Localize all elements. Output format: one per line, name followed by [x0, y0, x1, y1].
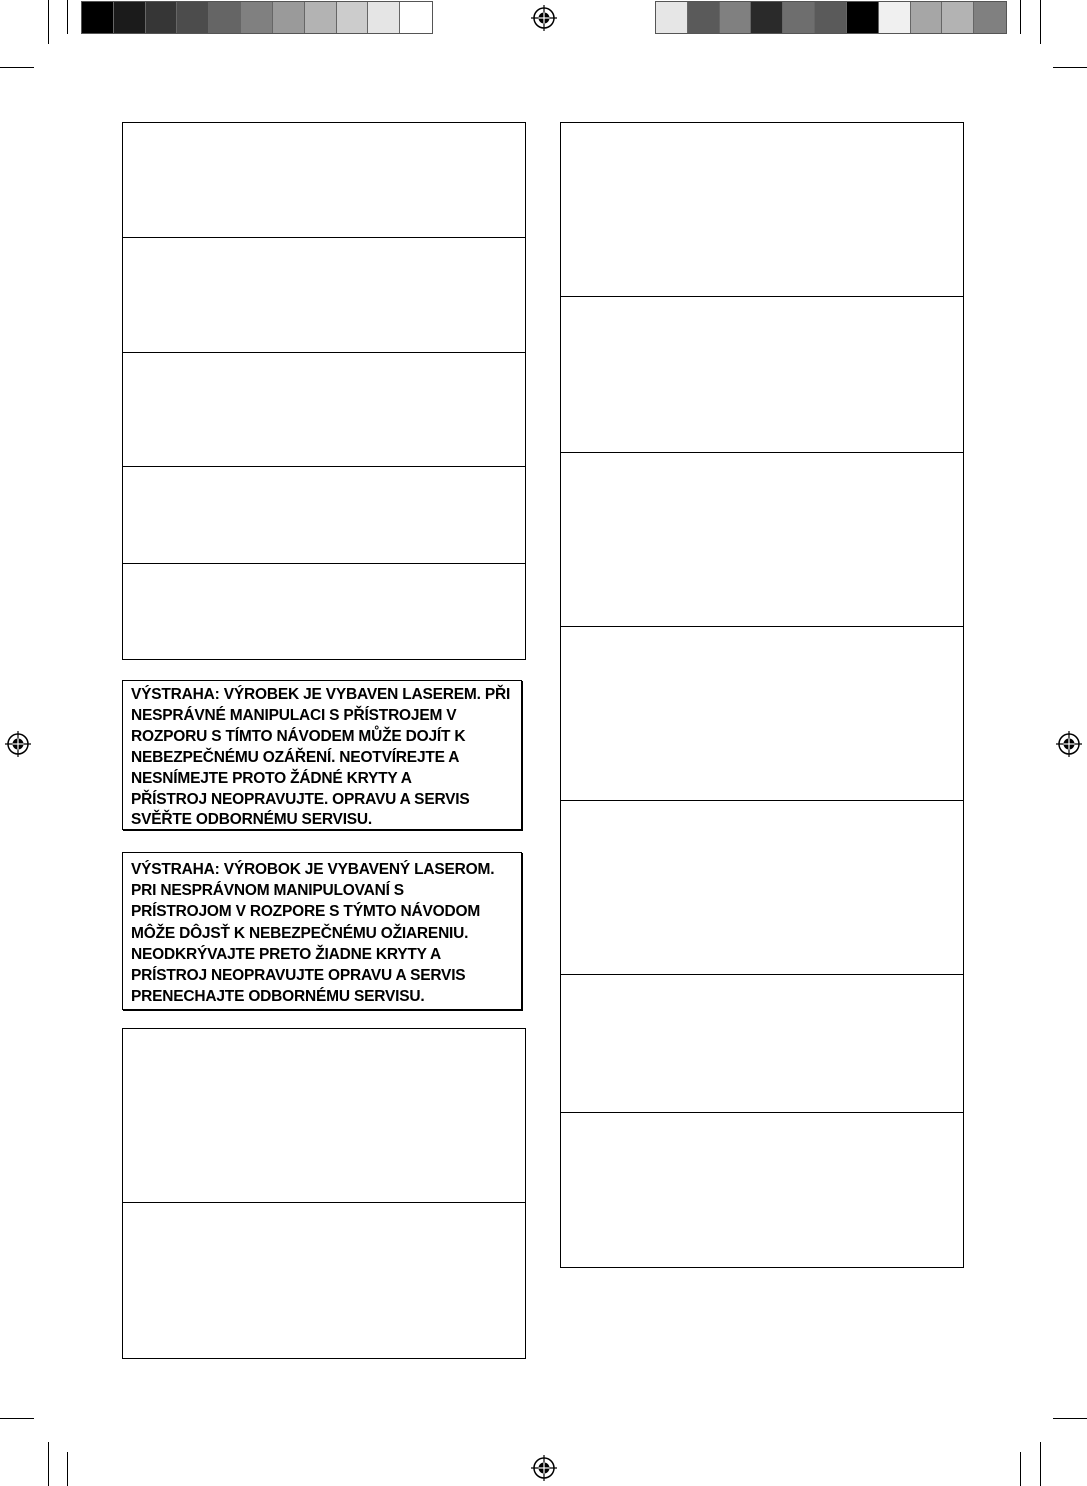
warning-line: SVĚŘTE ODBORNÉMU SERVISU. [131, 811, 373, 829]
calibration-swatch [815, 2, 847, 33]
calibration-swatch [146, 2, 178, 33]
warning-line: ROZPORU S TÍMTO NÁVODEM MŮŽE DOJÍT K [131, 727, 466, 745]
calibration-swatch [847, 2, 879, 33]
empty-cell [123, 353, 525, 467]
calibration-swatch [305, 2, 337, 33]
calibration-strip-left [81, 1, 433, 34]
crop-mark [48, 1442, 49, 1486]
calibration-swatch [751, 2, 783, 33]
registration-mark-icon [531, 5, 557, 31]
calibration-swatch [974, 2, 1006, 33]
empty-cell [123, 1203, 525, 1358]
empty-cell [123, 564, 525, 659]
calibration-swatch [911, 2, 943, 33]
calibration-swatch [879, 2, 911, 33]
warning-line: PRENECHAJTE ODBORNÉMU SERVISU. [131, 988, 425, 1006]
crop-mark [1020, 1452, 1021, 1486]
calibration-swatch [368, 2, 400, 33]
calibration-swatch [783, 2, 815, 33]
empty-cell [561, 627, 963, 801]
calibration-swatch [400, 2, 432, 33]
empty-cell [123, 1029, 525, 1203]
warning-line: PŘÍSTROJ NEOPRAVUJTE. OPRAVU A SERVIS [131, 790, 470, 808]
registration-mark-icon [1056, 731, 1082, 757]
empty-cell [123, 123, 525, 238]
laser-warning-czech [122, 680, 522, 830]
empty-cell [561, 453, 963, 627]
crop-mark [67, 1452, 68, 1486]
empty-label-box-left-top [122, 122, 526, 660]
calibration-swatch [942, 2, 974, 33]
crop-mark [1053, 67, 1087, 68]
empty-cell [561, 1113, 963, 1267]
crop-mark [1053, 1418, 1087, 1419]
warning-line: PRÍSTROJOM V ROZPORE S TÝMTO NÁVODOM [131, 903, 481, 921]
warning-line: NESNÍMEJTE PROTO ŽÁDNÉ KRYTY A [131, 769, 412, 787]
empty-cell [123, 238, 525, 353]
registration-mark-icon [5, 731, 31, 757]
calibration-swatch [82, 2, 114, 33]
crop-mark [67, 0, 68, 34]
crop-mark [1020, 0, 1021, 34]
warning-line: NEODKRÝVAJTE PRETO ŽIADNE KRYTY A [131, 945, 442, 963]
warning-line: PRI NESPRÁVNOM MANIPULOVANÍ S [131, 882, 404, 900]
crop-mark [1040, 1442, 1041, 1486]
empty-cell [123, 467, 525, 564]
laser-warning-slovak [122, 852, 522, 1010]
crop-mark [48, 0, 49, 44]
calibration-swatch [241, 2, 273, 33]
empty-cell [561, 975, 963, 1113]
calibration-swatch [209, 2, 241, 33]
crop-mark [0, 67, 34, 68]
crop-mark [0, 1418, 34, 1419]
calibration-swatch [273, 2, 305, 33]
warning-line: NESPRÁVNÉ MANIPULACI S PŘÍSTROJEM V [131, 706, 457, 724]
calibration-swatch [720, 2, 752, 33]
empty-cell [561, 297, 963, 453]
calibration-swatch [656, 2, 688, 33]
calibration-swatch [688, 2, 720, 33]
empty-label-box-right [560, 122, 964, 1268]
crop-mark [1040, 0, 1041, 44]
calibration-strip-right [655, 1, 1007, 34]
warning-line: MÔŽE DÔJSŤ K NEBEZPEČNÉMU OŽIARENIU. [131, 924, 469, 942]
empty-cell [561, 801, 963, 975]
registration-mark-icon [531, 1455, 557, 1481]
warning-line: VÝSTRAHA: VÝROBEK JE VYBAVEN LASEREM. PŘI [131, 686, 511, 703]
calibration-swatch [337, 2, 369, 33]
warning-line: PRÍSTROJ NEOPRAVUJTE OPRAVU A SERVIS [131, 967, 466, 985]
calibration-swatch [177, 2, 209, 33]
calibration-swatch [114, 2, 146, 33]
warning-line: VÝSTRAHA: VÝROBOK JE VYBAVENÝ LASEROM. [131, 861, 495, 878]
empty-label-box-left-bottom [122, 1028, 526, 1359]
empty-cell [561, 123, 963, 297]
warning-line: NEBEZPEČNÉMU OZÁŘENÍ. NEOTVÍREJTE A [131, 748, 460, 766]
